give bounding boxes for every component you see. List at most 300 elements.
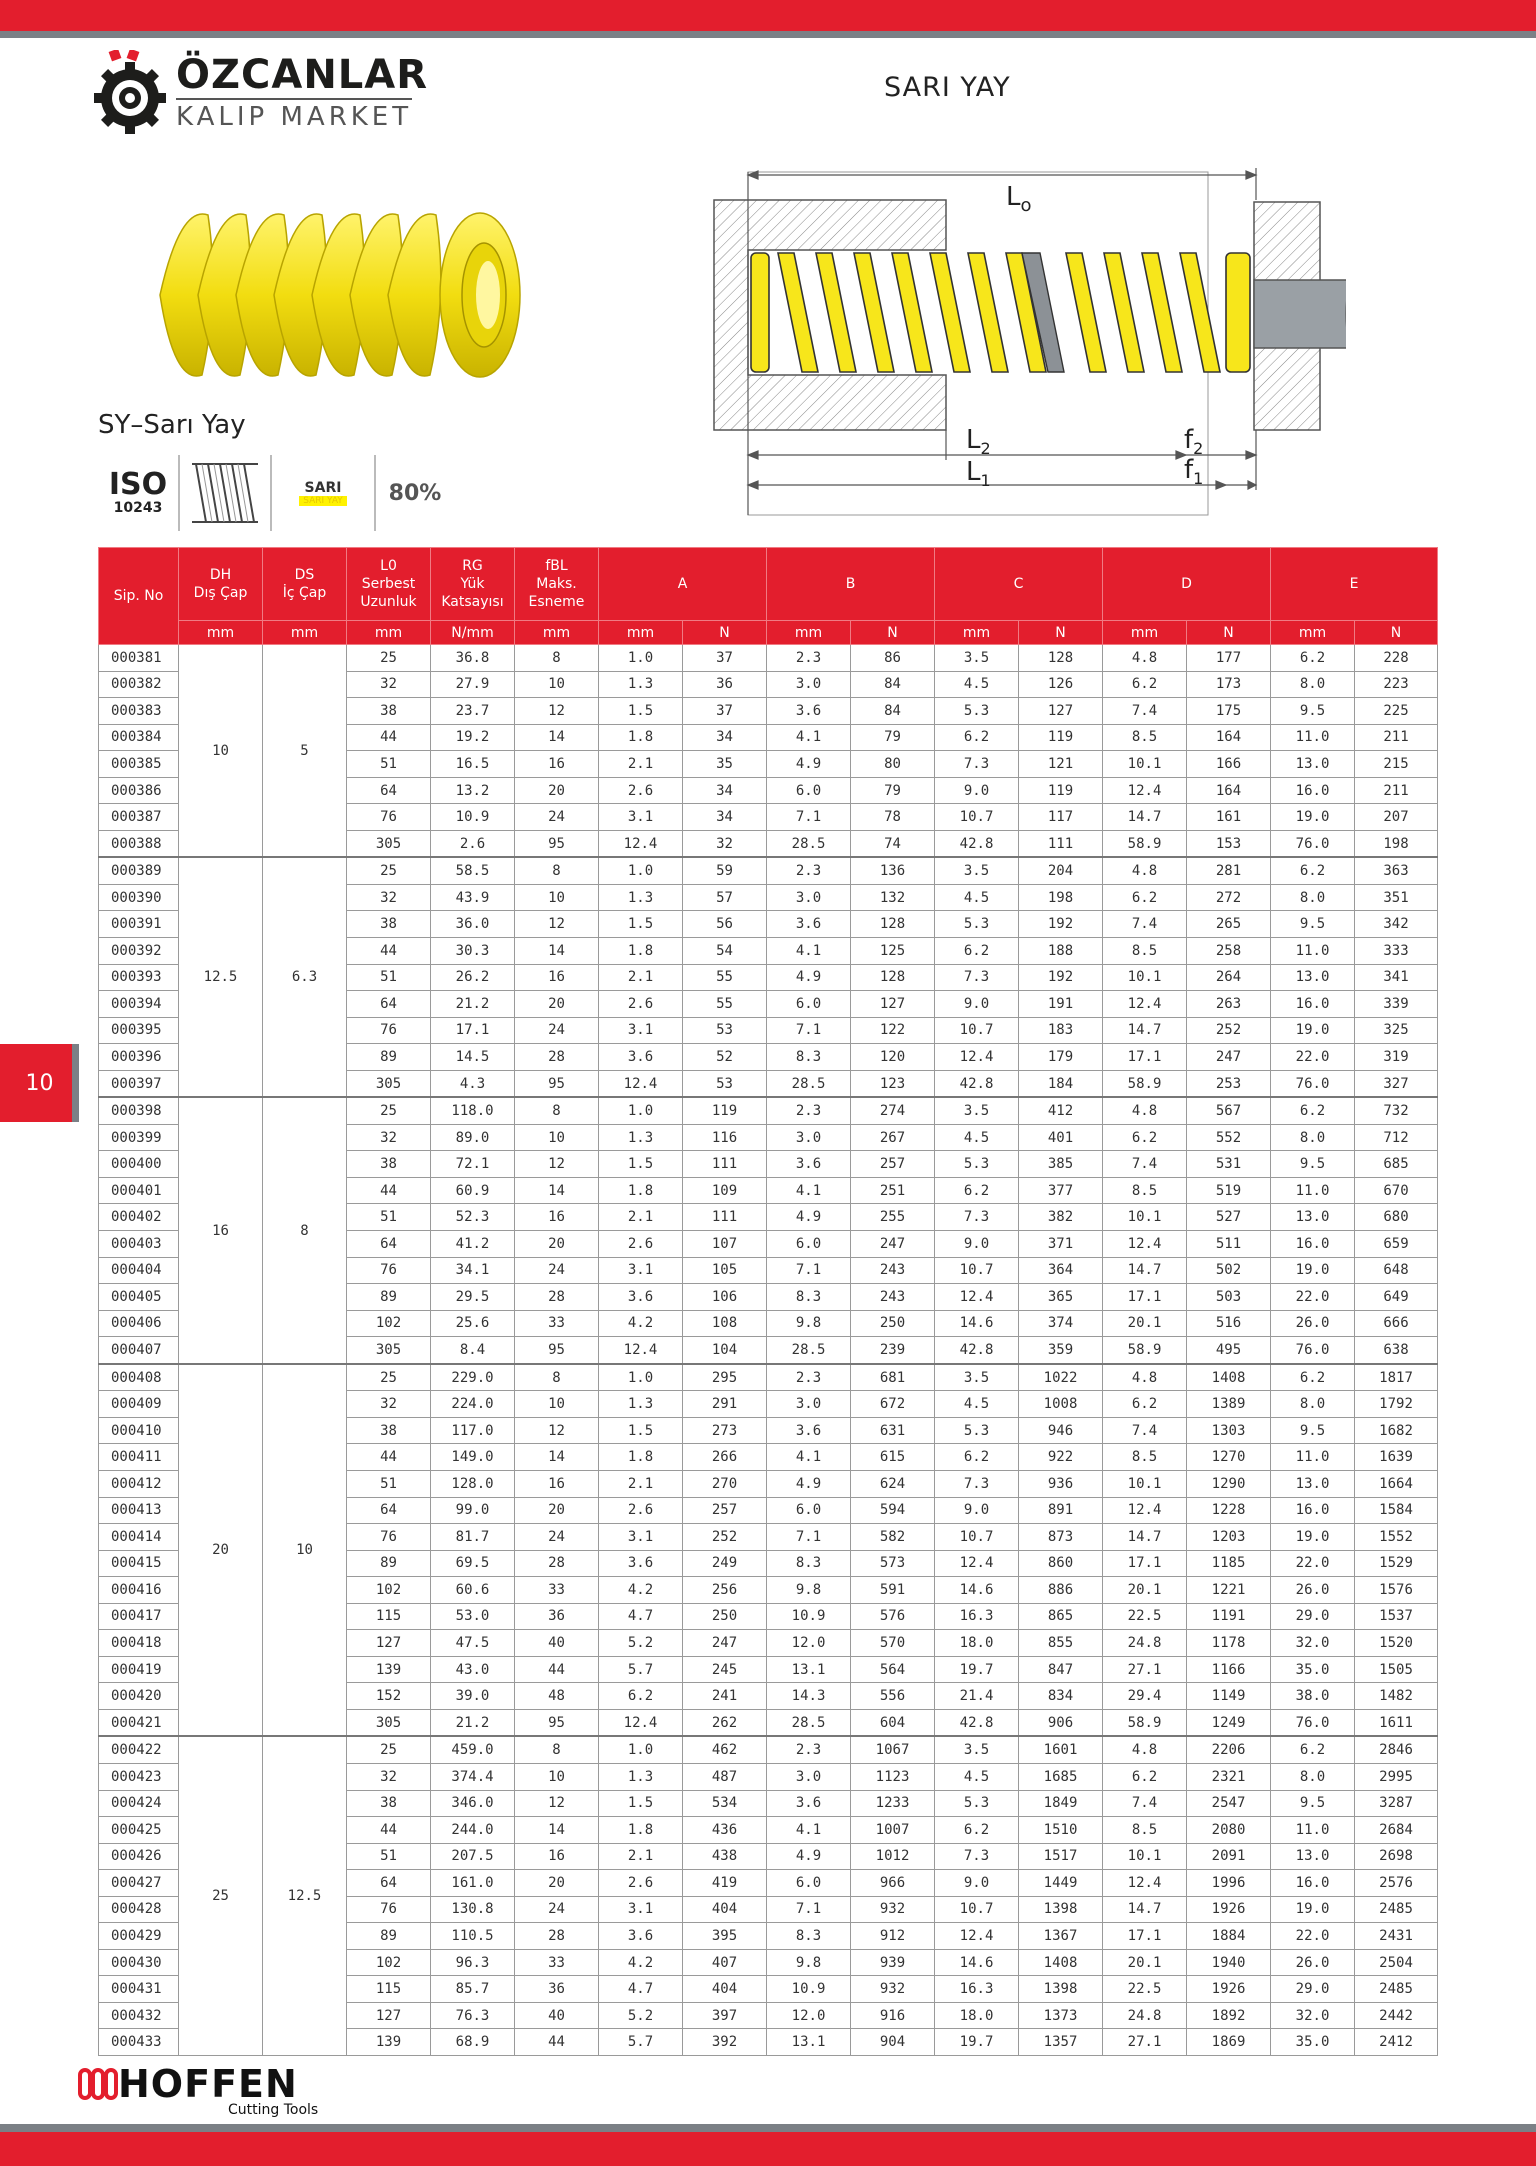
table-cell: 44 [347,724,431,751]
table-cell: 5.3 [935,698,1019,725]
sip-no-cell: 000395 [99,1017,179,1044]
table-cell: 58.5 [431,857,515,884]
table-cell: 10.7 [935,804,1019,831]
table-cell: 20 [515,991,599,1018]
table-cell: 8.0 [1271,1391,1355,1418]
sip-no-cell: 000381 [99,645,179,672]
table-cell: 10 [515,1391,599,1418]
table-cell: 207 [1355,804,1438,831]
svg-text:f1 [1184,455,1203,488]
table-cell: 267 [851,1124,935,1151]
table-cell: 519 [1187,1177,1271,1204]
table-cell: 111 [1019,830,1103,857]
table-cell: 14.7 [1103,1896,1187,1923]
table-cell: 7.3 [935,1470,1019,1497]
sip-no-cell: 000385 [99,751,179,778]
table-cell: 10 [515,671,599,698]
table-cell: 95 [515,1709,599,1736]
table-cell: 24 [515,1017,599,1044]
table-cell: 12 [515,698,599,725]
table-cell: 12.4 [599,830,683,857]
header-line: DS [294,567,315,583]
table-cell: 412 [1019,1097,1103,1124]
ozcanlar-logo [94,50,429,136]
table-cell: 207.5 [431,1843,515,1870]
sip-no-cell: 000412 [99,1470,179,1497]
table-cell: 1.8 [599,1817,683,1844]
table-cell: 404 [683,1976,767,2003]
sip-no-cell: 000430 [99,1949,179,1976]
table-cell: 59 [683,857,767,884]
sip-no-cell: 000418 [99,1630,179,1657]
table-cell: 42.8 [935,1070,1019,1097]
sip-no-cell: 000401 [99,1177,179,1204]
table-cell: 8 [515,1364,599,1391]
table-cell: 21.2 [431,991,515,1018]
table-cell: 24 [515,1257,599,1284]
table-cell: 7.1 [767,1257,851,1284]
table-cell: 256 [683,1577,767,1604]
gear-icon [94,50,174,136]
table-cell: 5.3 [935,1790,1019,1817]
table-cell: 567 [1187,1097,1271,1124]
table-cell: 8.3 [767,1923,851,1950]
header-line: Serbest [361,576,416,592]
table-cell: 19.0 [1271,1524,1355,1551]
table-cell: 8 [515,645,599,672]
svg-text:Lo [1006,182,1032,216]
table-cell: 96.3 [431,1949,515,1976]
table-cell: 224.0 [431,1391,515,1418]
table-cell: 22.5 [1103,1603,1187,1630]
table-cell: 502 [1187,1257,1271,1284]
table-cell: 638 [1355,1337,1438,1364]
table-cell: 2091 [1187,1843,1271,1870]
table-cell: 8.4 [431,1337,515,1364]
table-cell: 2.6 [599,1870,683,1897]
table-cell: 659 [1355,1231,1438,1258]
table-cell: 1510 [1019,1817,1103,1844]
table-cell: 250 [851,1310,935,1337]
table-cell: 13.2 [431,777,515,804]
table-cell: 14.7 [1103,1524,1187,1551]
table-cell: 1233 [851,1790,935,1817]
header-group-a: A [599,548,767,621]
l0-subscript: o [1020,195,1032,216]
table-cell: 573 [851,1550,935,1577]
table-cell: 3287 [1355,1790,1438,1817]
table-cell: 4.2 [599,1310,683,1337]
table-cell: 38 [347,1790,431,1817]
table-cell: 1529 [1355,1550,1438,1577]
table-cell: 12.0 [767,2002,851,2029]
table-cell: 127 [1019,698,1103,725]
table-cell: 392 [683,2029,767,2056]
table-cell: 243 [851,1284,935,1311]
header-line: Esneme [528,594,585,610]
table-cell: 2576 [1355,1870,1438,1897]
table-cell: 1926 [1187,1896,1271,1923]
table-cell: 121 [1019,751,1103,778]
table-cell: 28.5 [767,830,851,857]
table-cell: 108 [683,1310,767,1337]
table-cell: 3.6 [599,1284,683,1311]
table-cell: 23.7 [431,698,515,725]
table-cell: 29.4 [1103,1683,1187,1710]
unit-cell: N/mm [431,621,515,645]
yellow-spring-image [150,195,530,395]
table-cell: 10.9 [431,804,515,831]
sip-no-cell: 000415 [99,1550,179,1577]
table-cell: 32.0 [1271,1630,1355,1657]
table-cell: 10.7 [935,1257,1019,1284]
table-cell: 462 [683,1736,767,1763]
table-cell: 34.1 [431,1257,515,1284]
table-cell: 161.0 [431,1870,515,1897]
table-cell: 263 [1187,991,1271,1018]
unit-cell: N [851,621,935,645]
table-cell: 19.7 [935,2029,1019,2056]
table-cell: 58.9 [1103,1337,1187,1364]
table-cell: 36.0 [431,911,515,938]
table-cell: 16.3 [935,1976,1019,2003]
table-cell: 120 [851,1044,935,1071]
table-cell: 110.5 [431,1923,515,1950]
table-cell: 89 [347,1044,431,1071]
table-cell: 12 [515,1151,599,1178]
l1-label: L [966,457,981,487]
table-cell: 564 [851,1656,935,1683]
table-cell: 161 [1187,804,1271,831]
sip-no-cell: 000389 [99,857,179,884]
table-cell: 119 [1019,724,1103,751]
table-cell: 10.9 [767,1976,851,2003]
table-cell: 16.0 [1271,991,1355,1018]
table-cell: 363 [1355,857,1438,884]
table-cell: 164 [1187,724,1271,751]
table-cell: 3.1 [599,1896,683,1923]
sip-no-cell: 000387 [99,804,179,831]
table-cell: 105 [683,1257,767,1284]
table-cell: 7.1 [767,1017,851,1044]
table-cell: 44 [347,1177,431,1204]
table-cell: 164 [1187,777,1271,804]
table-cell: 3.6 [767,698,851,725]
table-cell: 364 [1019,1257,1103,1284]
table-cell: 847 [1019,1656,1103,1683]
table-cell: 33 [515,1949,599,1976]
table-cell: 404 [683,1896,767,1923]
table-cell: 1.8 [599,724,683,751]
table-cell: 192 [1019,964,1103,991]
table-cell: 60.6 [431,1577,515,1604]
table-cell: 6.2 [935,1177,1019,1204]
table-cell: 153 [1187,830,1271,857]
table-cell: 2.1 [599,964,683,991]
table-cell: 86 [851,645,935,672]
table-cell: 18.0 [935,2002,1019,2029]
header-free-length [347,548,431,621]
table-cell: 16 [515,751,599,778]
table-cell: 1517 [1019,1843,1103,1870]
table-cell: 34 [683,777,767,804]
table-cell: 1.5 [599,911,683,938]
table-cell: 922 [1019,1444,1103,1471]
table-cell: 2.3 [767,1364,851,1391]
table-cell: 16 [515,1470,599,1497]
sip-no-cell: 000382 [99,671,179,698]
table-cell: 20.1 [1103,1310,1187,1337]
table-cell: 19.0 [1271,1896,1355,1923]
sip-no-cell: 000410 [99,1417,179,1444]
table-cell: 116 [683,1124,767,1151]
table-cell: 102 [347,1310,431,1337]
sip-no-cell: 000396 [99,1044,179,1071]
table-cell: 8.5 [1103,1177,1187,1204]
table-cell: 1639 [1355,1444,1438,1471]
table-cell: 55 [683,964,767,991]
table-cell: 38 [347,1151,431,1178]
table-cell: 7.3 [935,964,1019,991]
table-cell: 873 [1019,1524,1103,1551]
spring-spec-table-wrap [98,547,1438,2056]
table-cell: 936 [1019,1470,1103,1497]
table-cell: 1.8 [599,1444,683,1471]
table-cell: 16.3 [935,1603,1019,1630]
outer-diameter-cell: 25 [179,1736,263,2055]
table-cell: 1449 [1019,1870,1103,1897]
table-cell: 503 [1187,1284,1271,1311]
table-cell: 487 [683,1763,767,1790]
table-cell: 351 [1355,884,1438,911]
table-cell: 624 [851,1470,935,1497]
table-cell: 10.1 [1103,1843,1187,1870]
table-cell: 10.1 [1103,964,1187,991]
header-line: RG [462,558,483,574]
table-cell: 10.7 [935,1017,1019,1044]
table-cell: 374 [1019,1310,1103,1337]
sip-no-cell: 000433 [99,2029,179,2056]
table-cell: 44 [347,1817,431,1844]
table-cell: 78 [851,804,935,831]
table-cell: 1.5 [599,1417,683,1444]
table-cell: 1505 [1355,1656,1438,1683]
table-cell: 264 [1187,964,1271,991]
table-cell: 319 [1355,1044,1438,1071]
inner-diameter-cell: 6.3 [263,857,347,1097]
table-cell: 76 [347,1896,431,1923]
table-cell: 371 [1019,1231,1103,1258]
table-cell: 10.7 [935,1524,1019,1551]
sip-no-cell: 000390 [99,884,179,911]
table-cell: 6.2 [1103,1763,1187,1790]
table-cell: 12.4 [1103,991,1187,1018]
table-cell: 99.0 [431,1497,515,1524]
table-cell: 36 [515,1603,599,1630]
table-cell: 13.0 [1271,1843,1355,1870]
table-cell: 64 [347,1497,431,1524]
table-cell: 14 [515,724,599,751]
table-cell: 8.0 [1271,671,1355,698]
table-cell: 111 [683,1204,767,1231]
table-cell: 1.5 [599,1790,683,1817]
table-cell: 3.1 [599,1017,683,1044]
table-cell: 29.5 [431,1284,515,1311]
table-cell: 946 [1019,1417,1103,1444]
table-cell: 262 [683,1709,767,1736]
table-cell: 8 [515,857,599,884]
table-cell: 27.9 [431,671,515,698]
color-code-badge [272,455,376,531]
table-cell: 4.9 [767,1204,851,1231]
table-cell: 8.5 [1103,938,1187,965]
table-cell: 8.3 [767,1550,851,1577]
table-cell: 1601 [1019,1736,1103,1763]
table-cell: 211 [1355,724,1438,751]
table-cell: 36.8 [431,645,515,672]
table-cell: 81.7 [431,1524,515,1551]
table-cell: 24 [515,1524,599,1551]
inner-diameter-cell: 8 [263,1097,347,1363]
table-cell: 32 [347,1763,431,1790]
table-cell: 12.4 [599,1337,683,1364]
table-cell: 139 [347,2029,431,2056]
table-cell: 30.3 [431,938,515,965]
table-cell: 291 [683,1391,767,1418]
table-cell: 20.1 [1103,1577,1187,1604]
svg-text:L1 [966,457,991,490]
table-cell: 24.8 [1103,2002,1187,2029]
iso-number: 10243 [113,500,163,516]
table-cell: 1926 [1187,1976,1271,2003]
bottom-gray-bar [0,2124,1536,2132]
table-cell: 188 [1019,938,1103,965]
table-cell: 26.0 [1271,1949,1355,1976]
table-cell: 1357 [1019,2029,1103,2056]
table-cell: 333 [1355,938,1438,965]
table-cell: 173 [1187,671,1271,698]
l2-label: L [966,425,981,455]
table-cell: 13.1 [767,1656,851,1683]
table-cell: 2080 [1187,1817,1271,1844]
table-cell: 1178 [1187,1630,1271,1657]
table-cell: 29.0 [1271,1603,1355,1630]
header-line: Uzunluk [360,594,417,610]
table-cell: 295 [683,1364,767,1391]
header-line: Katsayısı [441,594,504,610]
table-cell: 9.8 [767,1949,851,1976]
table-cell: 1185 [1187,1550,1271,1577]
table-cell: 685 [1355,1151,1438,1178]
l2-subscript: 2 [980,439,991,458]
table-cell: 1.3 [599,884,683,911]
table-cell: 1123 [851,1763,935,1790]
header-row [99,548,1438,621]
header-group-c: C [935,548,1103,621]
table-cell: 2485 [1355,1896,1438,1923]
table-cell: 38 [347,911,431,938]
table-cell: 2485 [1355,1976,1438,2003]
table-cell: 14.5 [431,1044,515,1071]
table-cell: 4.5 [935,671,1019,698]
table-cell: 1.0 [599,1364,683,1391]
table-cell: 48 [515,1683,599,1710]
table-cell: 2321 [1187,1763,1271,1790]
table-cell: 1996 [1187,1870,1271,1897]
table-cell: 346.0 [431,1790,515,1817]
product-name: SY–Sarı Yay [98,410,246,440]
table-cell: 118.0 [431,1097,515,1124]
table-cell: 6.0 [767,991,851,1018]
table-cell: 273 [683,1417,767,1444]
top-red-bar [0,0,1536,31]
table-cell: 270 [683,1470,767,1497]
f1-subscript: 1 [1193,469,1204,488]
table-cell: 119 [1019,777,1103,804]
table-cell: 80 [851,751,935,778]
table-cell: 3.6 [767,1151,851,1178]
sip-no-cell: 000414 [99,1524,179,1551]
unit-cell: mm [179,621,263,645]
sip-no-cell: 000420 [99,1683,179,1710]
table-cell: 382 [1019,1204,1103,1231]
table-cell: 438 [683,1843,767,1870]
table-cell: 7.3 [935,751,1019,778]
table-cell: 1611 [1355,1709,1438,1736]
table-cell: 19.7 [935,1656,1019,1683]
f1-label: f [1184,455,1194,485]
table-cell: 14 [515,1444,599,1471]
table-cell: 1.0 [599,857,683,884]
table-cell: 104 [683,1337,767,1364]
table-cell: 29.0 [1271,1976,1355,2003]
table-cell: 53 [683,1017,767,1044]
table-cell: 76.0 [1271,1337,1355,1364]
table-cell: 252 [1187,1017,1271,1044]
table-cell: 72.1 [431,1151,515,1178]
table-cell: 274 [851,1097,935,1124]
table-cell: 2684 [1355,1817,1438,1844]
table-cell: 8 [515,1097,599,1124]
table-cell: 89 [347,1550,431,1577]
table-cell: 8.3 [767,1284,851,1311]
table-cell: 28.5 [767,1709,851,1736]
table-cell: 9.0 [935,1231,1019,1258]
table-cell: 25 [347,1364,431,1391]
table-cell: 126 [1019,671,1103,698]
header-outer-diameter [179,548,263,621]
table-cell: 16.0 [1271,777,1355,804]
table-cell: 3.1 [599,804,683,831]
table-cell: 8.0 [1271,1124,1355,1151]
table-row [99,1364,1438,1391]
table-cell: 127 [851,991,935,1018]
table-cell: 32 [347,884,431,911]
sip-no-cell: 000417 [99,1603,179,1630]
table-cell: 13.0 [1271,1470,1355,1497]
table-cell: 272 [1187,884,1271,911]
table-cell: 12.4 [1103,777,1187,804]
table-cell: 26.0 [1271,1310,1355,1337]
table-cell: 891 [1019,1497,1103,1524]
table-cell: 12.4 [599,1070,683,1097]
sip-no-cell: 000404 [99,1257,179,1284]
table-cell: 58.9 [1103,830,1187,857]
table-cell: 2431 [1355,1923,1438,1950]
table-cell: 10.1 [1103,1204,1187,1231]
table-cell: 4.1 [767,1444,851,1471]
table-cell: 13.0 [1271,964,1355,991]
